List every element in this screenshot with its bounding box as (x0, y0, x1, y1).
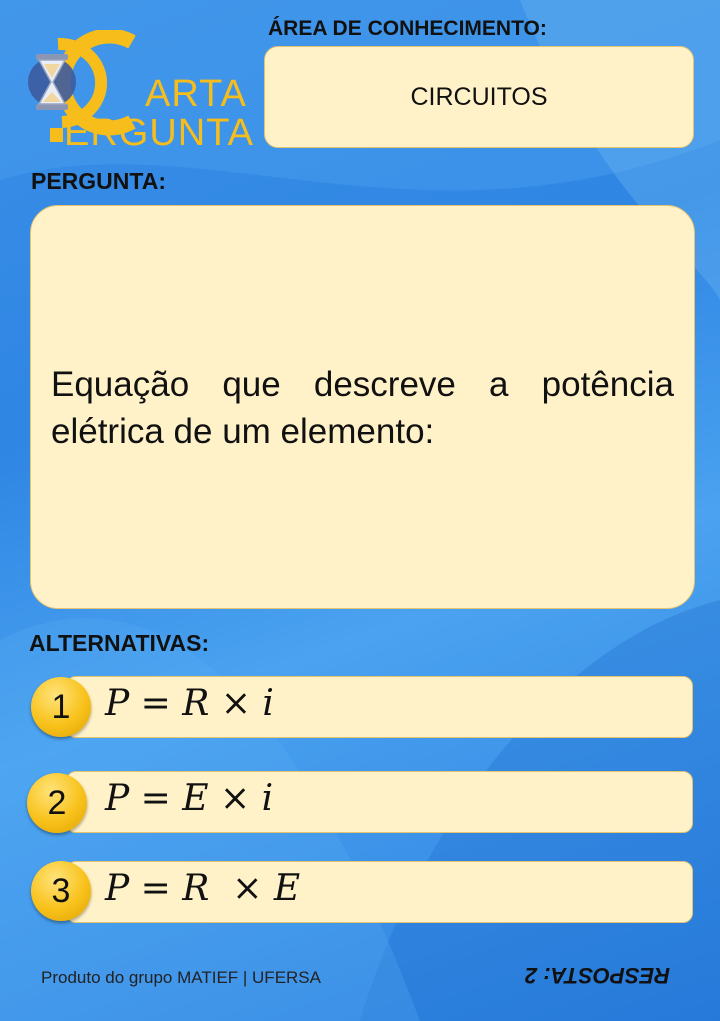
footer-credit: Produto do grupo MATIEF | UFERSA (41, 968, 321, 987)
area-value: CIRCUITOS (410, 82, 548, 111)
logo-text-arta: ARTA (145, 73, 247, 115)
alternative-2[interactable] (66, 771, 693, 833)
alternative-1-number: 1 (51, 687, 71, 726)
alternative-1-formula: P = R × i (105, 683, 274, 724)
alternative-2-badge[interactable] (27, 773, 87, 833)
alternative-2-formula: P = E × i (105, 778, 274, 819)
alternative-3-number: 3 (51, 871, 71, 910)
question-box (30, 205, 695, 609)
area-label: ÁREA DE CONHECIMENTO: (268, 17, 547, 40)
alternative-3-badge[interactable] (31, 861, 91, 921)
question-label: PERGUNTA: (31, 168, 167, 194)
alternative-3-formula: P = R × E (105, 868, 301, 909)
alternatives-label: ALTERNATIVAS: (29, 630, 210, 656)
area-box (264, 46, 694, 148)
carta-pergunta-logo (22, 30, 254, 154)
alternative-3[interactable] (66, 861, 693, 923)
footer-answer-upside-down: RESPOSTA: 2 (524, 963, 670, 988)
question-text: Equação que descreve a potência elétrica de um elemento: (51, 365, 674, 451)
alternative-1[interactable] (66, 676, 693, 738)
alternative-2-number: 2 (47, 783, 67, 822)
logo-text-ergunta: ERGUNTA (64, 112, 254, 154)
alternative-1-badge[interactable] (31, 677, 91, 737)
